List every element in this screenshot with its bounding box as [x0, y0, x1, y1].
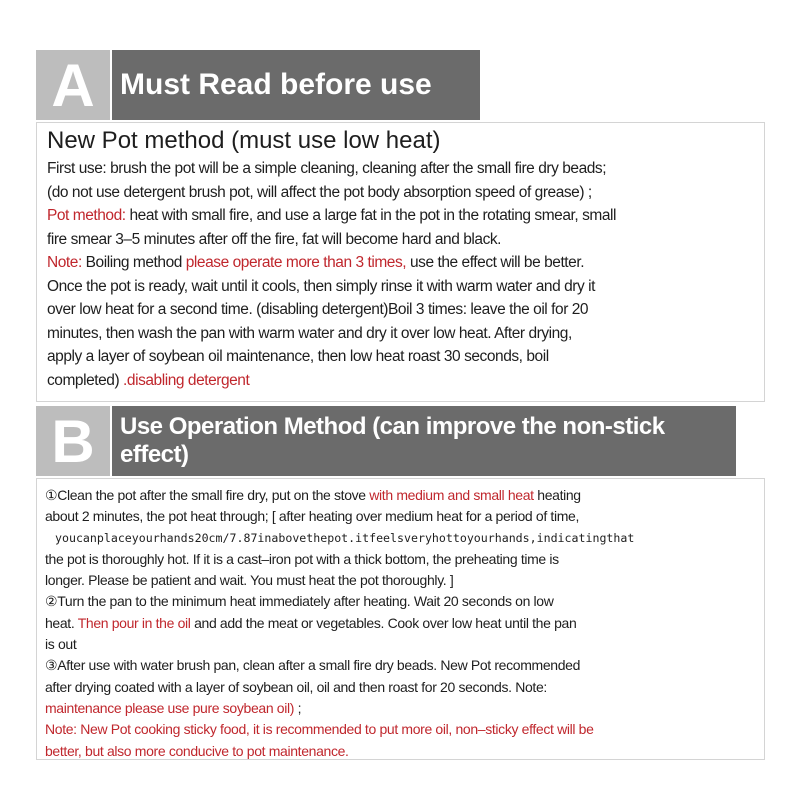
body-text: the pot is thoroughly hot. If it is a cast–iron pot with a thick bottom, the preheating time is — [45, 550, 559, 567]
text-line — [45, 741, 761, 762]
text-line — [47, 322, 759, 346]
body-text: youcanplaceyourhands20cm/7.87inabovethepot.itfeelsveryhottoyourhands,indicatingthat — [55, 530, 635, 545]
body-text: Boiling method — [81, 254, 186, 271]
body-text: Once the pot is ready, wait until it cools, then simply rinse it with warm water and dry it — [47, 277, 595, 295]
highlight-text: with medium and small heat — [369, 487, 534, 503]
text-line — [47, 345, 759, 369]
section-b-letter: B — [36, 406, 110, 476]
body-text: ②Turn the pan to the minimum heat immediately after heating. Wait 20 seconds on low — [45, 593, 554, 610]
text-line — [47, 204, 759, 228]
section-a-title: Must Read before use — [112, 50, 480, 120]
text-line — [47, 251, 759, 275]
body-text: is out — [45, 636, 77, 653]
body-text: and add the meat or vegetables. Cook over low heat until the pan — [190, 614, 577, 631]
body-text: heating — [533, 487, 581, 503]
text-line — [45, 506, 761, 527]
text-line — [47, 298, 759, 322]
text-line — [45, 549, 761, 570]
section-a-letter: A — [36, 50, 110, 120]
highlight-text: maintenance please use pure soybean oil) — [45, 699, 295, 716]
text-line — [45, 698, 761, 719]
section-a-paragraph — [47, 157, 759, 392]
body-text: heat with small fire, and use a large fat in the pot in the rotating smear, small — [125, 207, 617, 224]
highlight-text: .disabling detergent — [123, 371, 250, 389]
body-text: ①Clean the pot after the small fire dry, put on the stove — [45, 487, 370, 503]
text-line — [45, 570, 761, 591]
text-line — [45, 613, 761, 634]
text-line — [47, 369, 759, 393]
text-line — [45, 634, 761, 655]
body-text: fire smear 3–5 minutes after off the fire, fat will become hard and black. — [47, 230, 502, 248]
text-line — [47, 275, 759, 299]
body-text: First use: brush the pot will be a simple cleaning, cleaning after the small fire dry beads; — [47, 160, 607, 177]
new-pot-method-heading: New Pot method (must use low heat) — [47, 127, 441, 154]
text-line — [47, 157, 759, 181]
body-text: ; — [294, 699, 302, 716]
text-line — [45, 591, 761, 612]
highlight-text: Note: New Pot cooking sticky food, it is recommended to put more oil, non–sticky effect will be — [45, 721, 594, 738]
body-text: use the effect will be better. — [406, 254, 585, 271]
text-line — [45, 677, 761, 698]
highlight-text: Pot method: — [47, 207, 126, 224]
text-line — [45, 655, 761, 676]
highlight-text: Then pour in the oil — [77, 614, 191, 631]
highlight-text: better, but also more conducive to pot maintenance. — [45, 742, 349, 759]
body-text: completed) — [47, 371, 124, 389]
body-text: (do not use detergent brush pot, will affect the pot body absorption speed of grease) ; — [47, 183, 592, 201]
text-line — [45, 719, 761, 740]
body-text: after drying coated with a layer of soybean oil, oil and then roast for 20 seconds. Note: — [45, 678, 547, 695]
highlight-text: please operate more than 3 times, — [185, 254, 407, 271]
body-text: minutes, then wash the pan with warm water and dry it over low heat. After drying, — [47, 324, 572, 342]
text-line — [45, 528, 761, 549]
body-text: over low heat for a second time. (disabling detergent)Boil 3 times: leave the oil for 20 — [47, 301, 589, 318]
section-b-title: Use Operation Method (can improve the non-stick effect) — [112, 406, 736, 476]
section-a-content — [36, 122, 765, 402]
text-line — [47, 228, 759, 252]
body-text: ③After use with water brush pan, clean after a small fire dry beads. New Pot recommended — [45, 657, 581, 674]
section-b-content — [36, 478, 765, 760]
body-text: about 2 minutes, the pot heat through; [ after heating over medium heat for a period of time, — [45, 508, 580, 525]
section-b-paragraph — [45, 485, 761, 762]
body-text: longer. Please be patient and wait. You must heat the pot thoroughly. ] — [45, 572, 454, 589]
highlight-text: Note: — [47, 254, 82, 271]
body-text: apply a layer of soybean oil maintenance, then low heat roast 30 seconds, boil — [47, 348, 549, 365]
body-text: heat. — [45, 614, 78, 631]
text-line — [45, 485, 761, 506]
text-line — [47, 181, 759, 205]
